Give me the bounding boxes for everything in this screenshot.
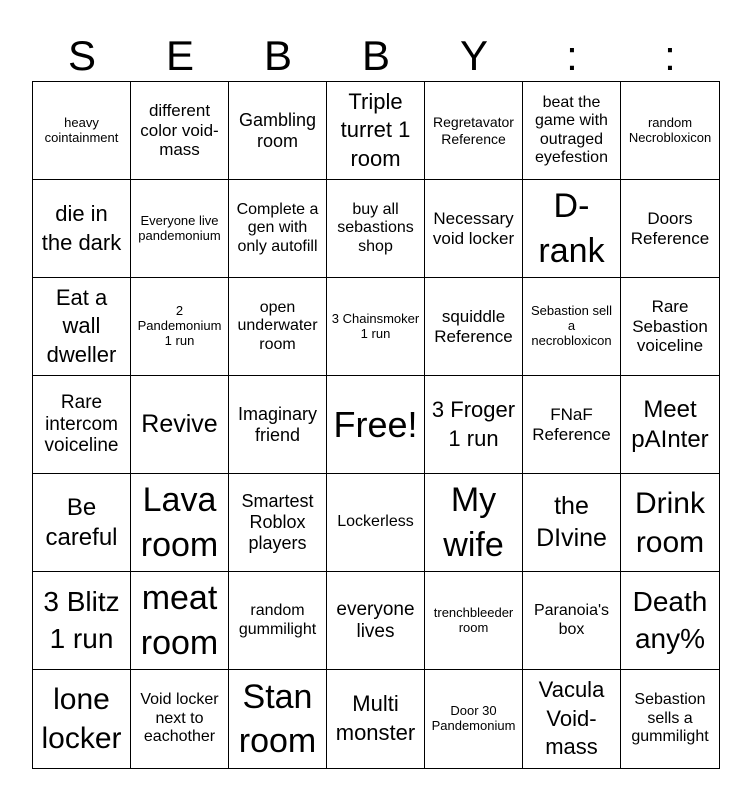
bingo-cell[interactable]: Multi monster xyxy=(327,670,425,768)
bingo-cell[interactable]: beat the game with outraged eyefestion xyxy=(523,82,621,180)
header-letter: B xyxy=(361,32,390,79)
bingo-cell[interactable]: trenchbleeder room xyxy=(425,572,523,670)
bingo-cell[interactable]: Paranoia's box xyxy=(523,572,621,670)
bingo-cell[interactable]: Drink room xyxy=(621,474,719,572)
bingo-cell[interactable]: Lava room xyxy=(131,474,229,572)
header-letter: Y xyxy=(459,32,488,79)
bingo-cell[interactable]: Eat a wall dweller xyxy=(33,278,131,376)
bingo-cell[interactable]: 3 Froger 1 run xyxy=(425,376,523,474)
header-letter: E xyxy=(165,32,194,79)
bingo-cell[interactable]: Vacula Void-mass xyxy=(523,670,621,768)
bingo-cell[interactable]: different color void-mass xyxy=(131,82,229,180)
bingo-cell[interactable]: everyone lives xyxy=(327,572,425,670)
bingo-cell[interactable]: open underwater room xyxy=(229,278,327,376)
bingo-cell[interactable]: Door 30 Pandemonium xyxy=(425,670,523,768)
bingo-cell[interactable]: squiddle Reference xyxy=(425,278,523,376)
bingo-cell[interactable]: Revive xyxy=(131,376,229,474)
bingo-cell[interactable]: D-rank xyxy=(523,180,621,278)
bingo-board xyxy=(32,81,720,769)
header-letter: S xyxy=(67,32,96,79)
bingo-cell[interactable]: Rare Sebastion voiceline xyxy=(621,278,719,376)
bingo-cell[interactable]: 2 Pandemonium 1 run xyxy=(131,278,229,376)
bingo-cell[interactable]: Sebastion sells a gummilight xyxy=(631,691,709,746)
bingo-cell[interactable]: Triple turret 1 room xyxy=(327,82,425,180)
bingo-cell[interactable]: Complete a gen with only autofill xyxy=(229,180,327,278)
bingo-cell[interactable]: Gambling room xyxy=(229,82,327,180)
bingo-cell[interactable]: meat room xyxy=(131,572,229,670)
bingo-cell[interactable]: die in the dark xyxy=(33,180,131,278)
bingo-cell[interactable]: Rare intercom voiceline xyxy=(33,376,131,474)
bingo-cell[interactable]: FNaF Reference xyxy=(523,376,621,474)
bingo-header xyxy=(33,30,719,82)
bingo-cell[interactable]: random gummilight xyxy=(229,572,327,670)
bingo-cell[interactable]: 3 Blitz 1 run xyxy=(33,572,131,670)
bingo-cell[interactable]: Sebastion sell a necrobloxicon xyxy=(523,278,621,376)
bingo-cell[interactable]: Doors Reference xyxy=(621,180,719,278)
header-letter: : xyxy=(566,32,578,79)
bingo-cell[interactable]: lone locker xyxy=(33,670,131,768)
bingo-cell[interactable]: Void locker next to eachother xyxy=(131,670,229,768)
bingo-cell[interactable]: Meet pAInter xyxy=(621,376,719,474)
bingo-cell[interactable]: Be careful xyxy=(33,474,131,572)
bingo-cell[interactable]: Smartest Roblox players xyxy=(229,474,327,572)
bingo-cell[interactable]: buy all sebastions shop xyxy=(327,180,425,278)
bingo-cell[interactable]: random Necrobloxicon xyxy=(621,82,719,180)
bingo-cell[interactable]: My wife xyxy=(425,474,523,572)
bingo-cell[interactable]: Imaginary friend xyxy=(229,376,327,474)
bingo-cell[interactable]: heavy cointainment xyxy=(33,82,131,180)
bingo-cell[interactable]: Free! xyxy=(327,376,425,474)
bingo-cell[interactable]: Regretavator Reference xyxy=(425,82,523,180)
bingo-cell[interactable]: Stan room xyxy=(229,670,327,768)
bingo-cell[interactable]: Everyone live pandemonium xyxy=(131,180,229,278)
bingo-cell[interactable]: Lockerless xyxy=(327,474,425,572)
bingo-cell[interactable]: the DIvine xyxy=(523,474,621,572)
header-letter: B xyxy=(263,32,292,79)
header-letter: : xyxy=(664,32,676,79)
bingo-cell[interactable]: Necessary void locker xyxy=(425,180,523,278)
bingo-cell[interactable]: Death any% xyxy=(621,572,719,670)
bingo-cell[interactable]: 3 Chainsmoker 1 run xyxy=(327,278,425,376)
